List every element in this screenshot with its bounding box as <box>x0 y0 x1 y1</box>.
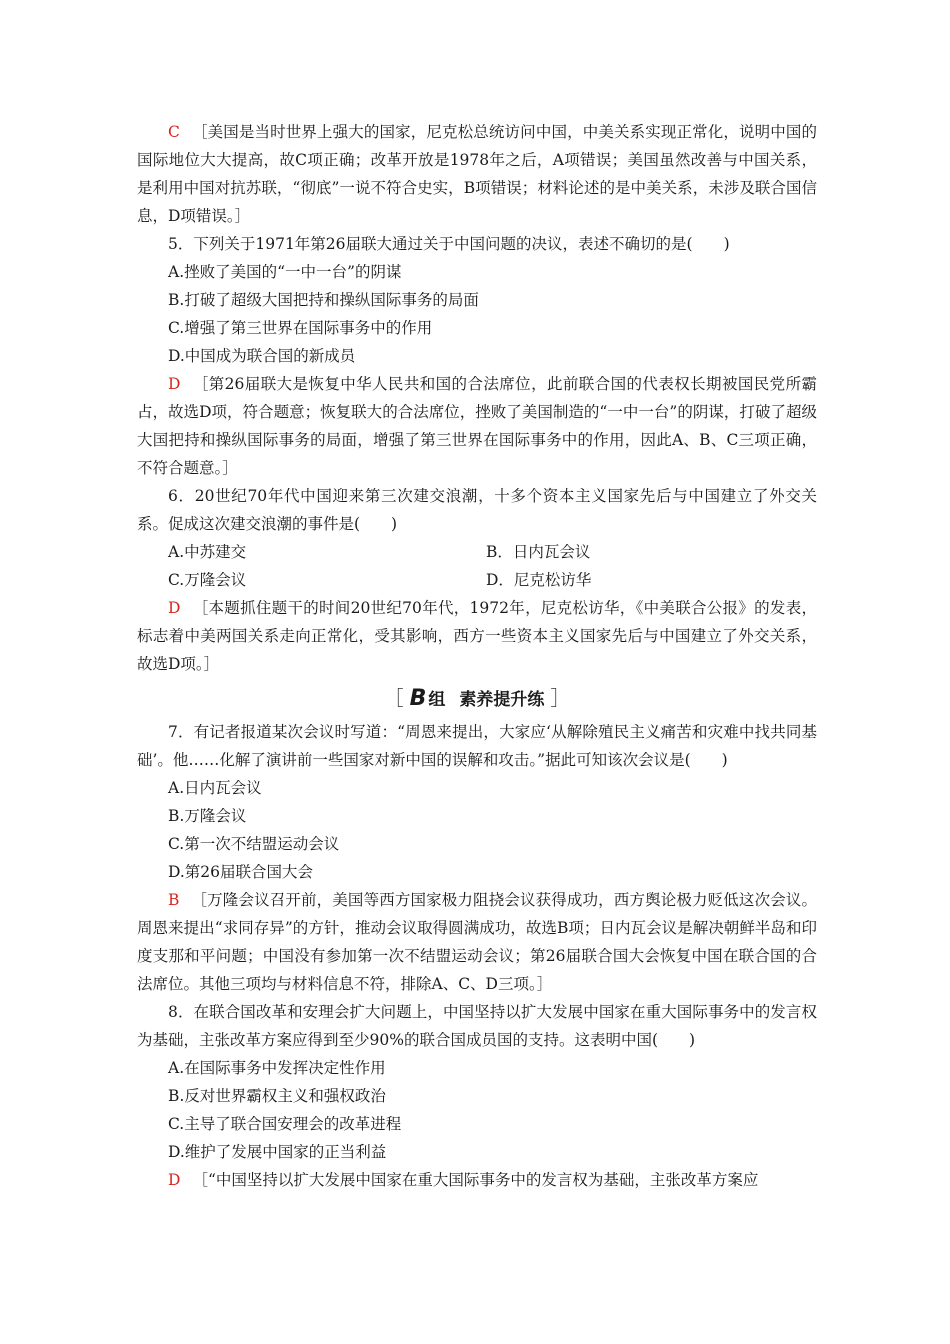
answer-letter: D <box>168 1171 181 1189</box>
q4-answer <box>137 118 817 230</box>
heading-open-bracket: ［ <box>383 686 404 710</box>
answer-letter: C <box>168 123 180 141</box>
question-8-stem: 8．在联合国改革和安理会扩大问题上，中国坚持以扩大发展中国家在重大国际事务中的发言权为基础，主张改革方案应得到至少90%的联合国成员国的支持。这表明中国( ) <box>137 1003 817 1049</box>
q5-option-c: C.增强了第三世界在国际事务中的作用 <box>168 319 433 337</box>
question-5-stem: 5．下列关于1971年第26届联大通过关于中国问题的决议，表述不确切的是( ) <box>168 235 730 253</box>
answer-letter: D <box>168 375 181 393</box>
q7-option-b: B.万隆会议 <box>168 807 247 825</box>
section-b-heading <box>137 684 817 714</box>
q8-option-c: C.主导了联合国安理会的改革进程 <box>168 1115 402 1133</box>
heading-close-bracket: ］ <box>550 686 571 710</box>
q6-options-row-2 <box>137 566 817 594</box>
answer-explanation: ［本题抓住题干的时间20世纪70年代，1972年，尼克松访华，《中美联合公报》的发表，标志着中美两国关系走向正常化，受其影响，西方一些资本主义国家先后与中国建立了外交关系，故选D项。］ <box>137 599 817 673</box>
answer-explanation: ［第26届联大是恢复中华人民共和国的合法席位，此前联合国的代表权长期被国民党所霸占，故选D项，符合题意；恢复联大的合法席位，挫败了美国制造的“一中一台”的阴谋，打破了超级大国把持和操纵国际事务的局面，增强了第三世界在国际事务中的作用，因此A、B、C三项正确，不符合题意。］ <box>137 375 817 477</box>
page-content <box>137 118 817 1194</box>
q8-option-d: D.维护了发展中国家的正当利益 <box>168 1143 387 1161</box>
q6-option-c: C.万隆会议 <box>168 571 247 589</box>
q5-answer <box>137 370 817 482</box>
answer-explanation: ［“中国坚持以扩大发展中国家在重大国际事务中的发言权为基础，主张改革方案应 <box>192 1171 759 1189</box>
q7-option-d: D.第26届联合国大会 <box>168 863 314 881</box>
heading-letter: B <box>409 686 427 711</box>
answer-explanation: ［万隆会议召开前，美国等西方国家极力阻挠会议获得成功，西方舆论极力贬低这次会议。周恩来提出“求同存异”的方针，推动会议取得圆满成功，故选B项；日内瓦会议是解决朝鲜半岛和印度支那和平问题；中国没有参加第一次不结盟运动会议；第26届联合国大会恢复中国在联合国的合法席位。其他三项均与材料信息不符，排除A、C、D三项。］ <box>137 891 817 993</box>
heading-title: 素养提升练 <box>459 690 545 710</box>
q5-option-b: B.打破了超级大国把持和操纵国际事务的局面 <box>168 291 479 309</box>
question-7-stem: 7．有记者报道某次会议时写道：“周恩来提出，大家应‘从解除殖民主义痛苦和灾难中找共同基础’。他……化解了演讲前一些国家对新中国的误解和攻击。”据此可知该次会议是( ) <box>137 723 817 769</box>
heading-group-suffix: 组 <box>428 690 446 710</box>
q6-option-a: A.中苏建交 <box>168 543 247 561</box>
answer-letter: B <box>168 891 180 909</box>
q7-option-c: C.第一次不结盟运动会议 <box>168 835 340 853</box>
answer-letter: D <box>168 599 181 617</box>
q8-answer <box>137 1166 817 1194</box>
q5-option-a: A.挫败了美国的“一中一台”的阴谋 <box>168 263 402 281</box>
answer-explanation: ［美国是当时世界上强大的国家，尼克松总统访问中国，中美关系实现正常化，说明中国的国际地位大大提高，故C项正确；改革开放是1978年之后，A项错误；美国虽然改善与中国关系，是利用中国对抗苏联，“彻底”一说不符合史实，B项错误；材料论述的是中美关系，未涉及联合国信息，D项错误。］ <box>137 123 817 225</box>
q7-option-a: A.日内瓦会议 <box>168 779 262 797</box>
q6-options-row-1 <box>137 538 817 566</box>
q8-option-b: B.反对世界霸权主义和强权政治 <box>168 1087 386 1105</box>
q6-option-d: D．尼克松访华 <box>486 571 592 589</box>
question-6-stem: 6．20世纪70年代中国迎来第三次建交浪潮，十多个资本主义国家先后与中国建立了外交关系。促成这次建交浪潮的事件是( ) <box>137 487 817 533</box>
q8-option-a: A.在国际事务中发挥决定性作用 <box>168 1059 386 1077</box>
q6-option-b: B．日内瓦会议 <box>486 543 591 561</box>
q7-answer <box>137 886 817 998</box>
q6-answer <box>137 594 817 678</box>
q5-option-d: D.中国成为联合国的新成员 <box>168 347 356 365</box>
